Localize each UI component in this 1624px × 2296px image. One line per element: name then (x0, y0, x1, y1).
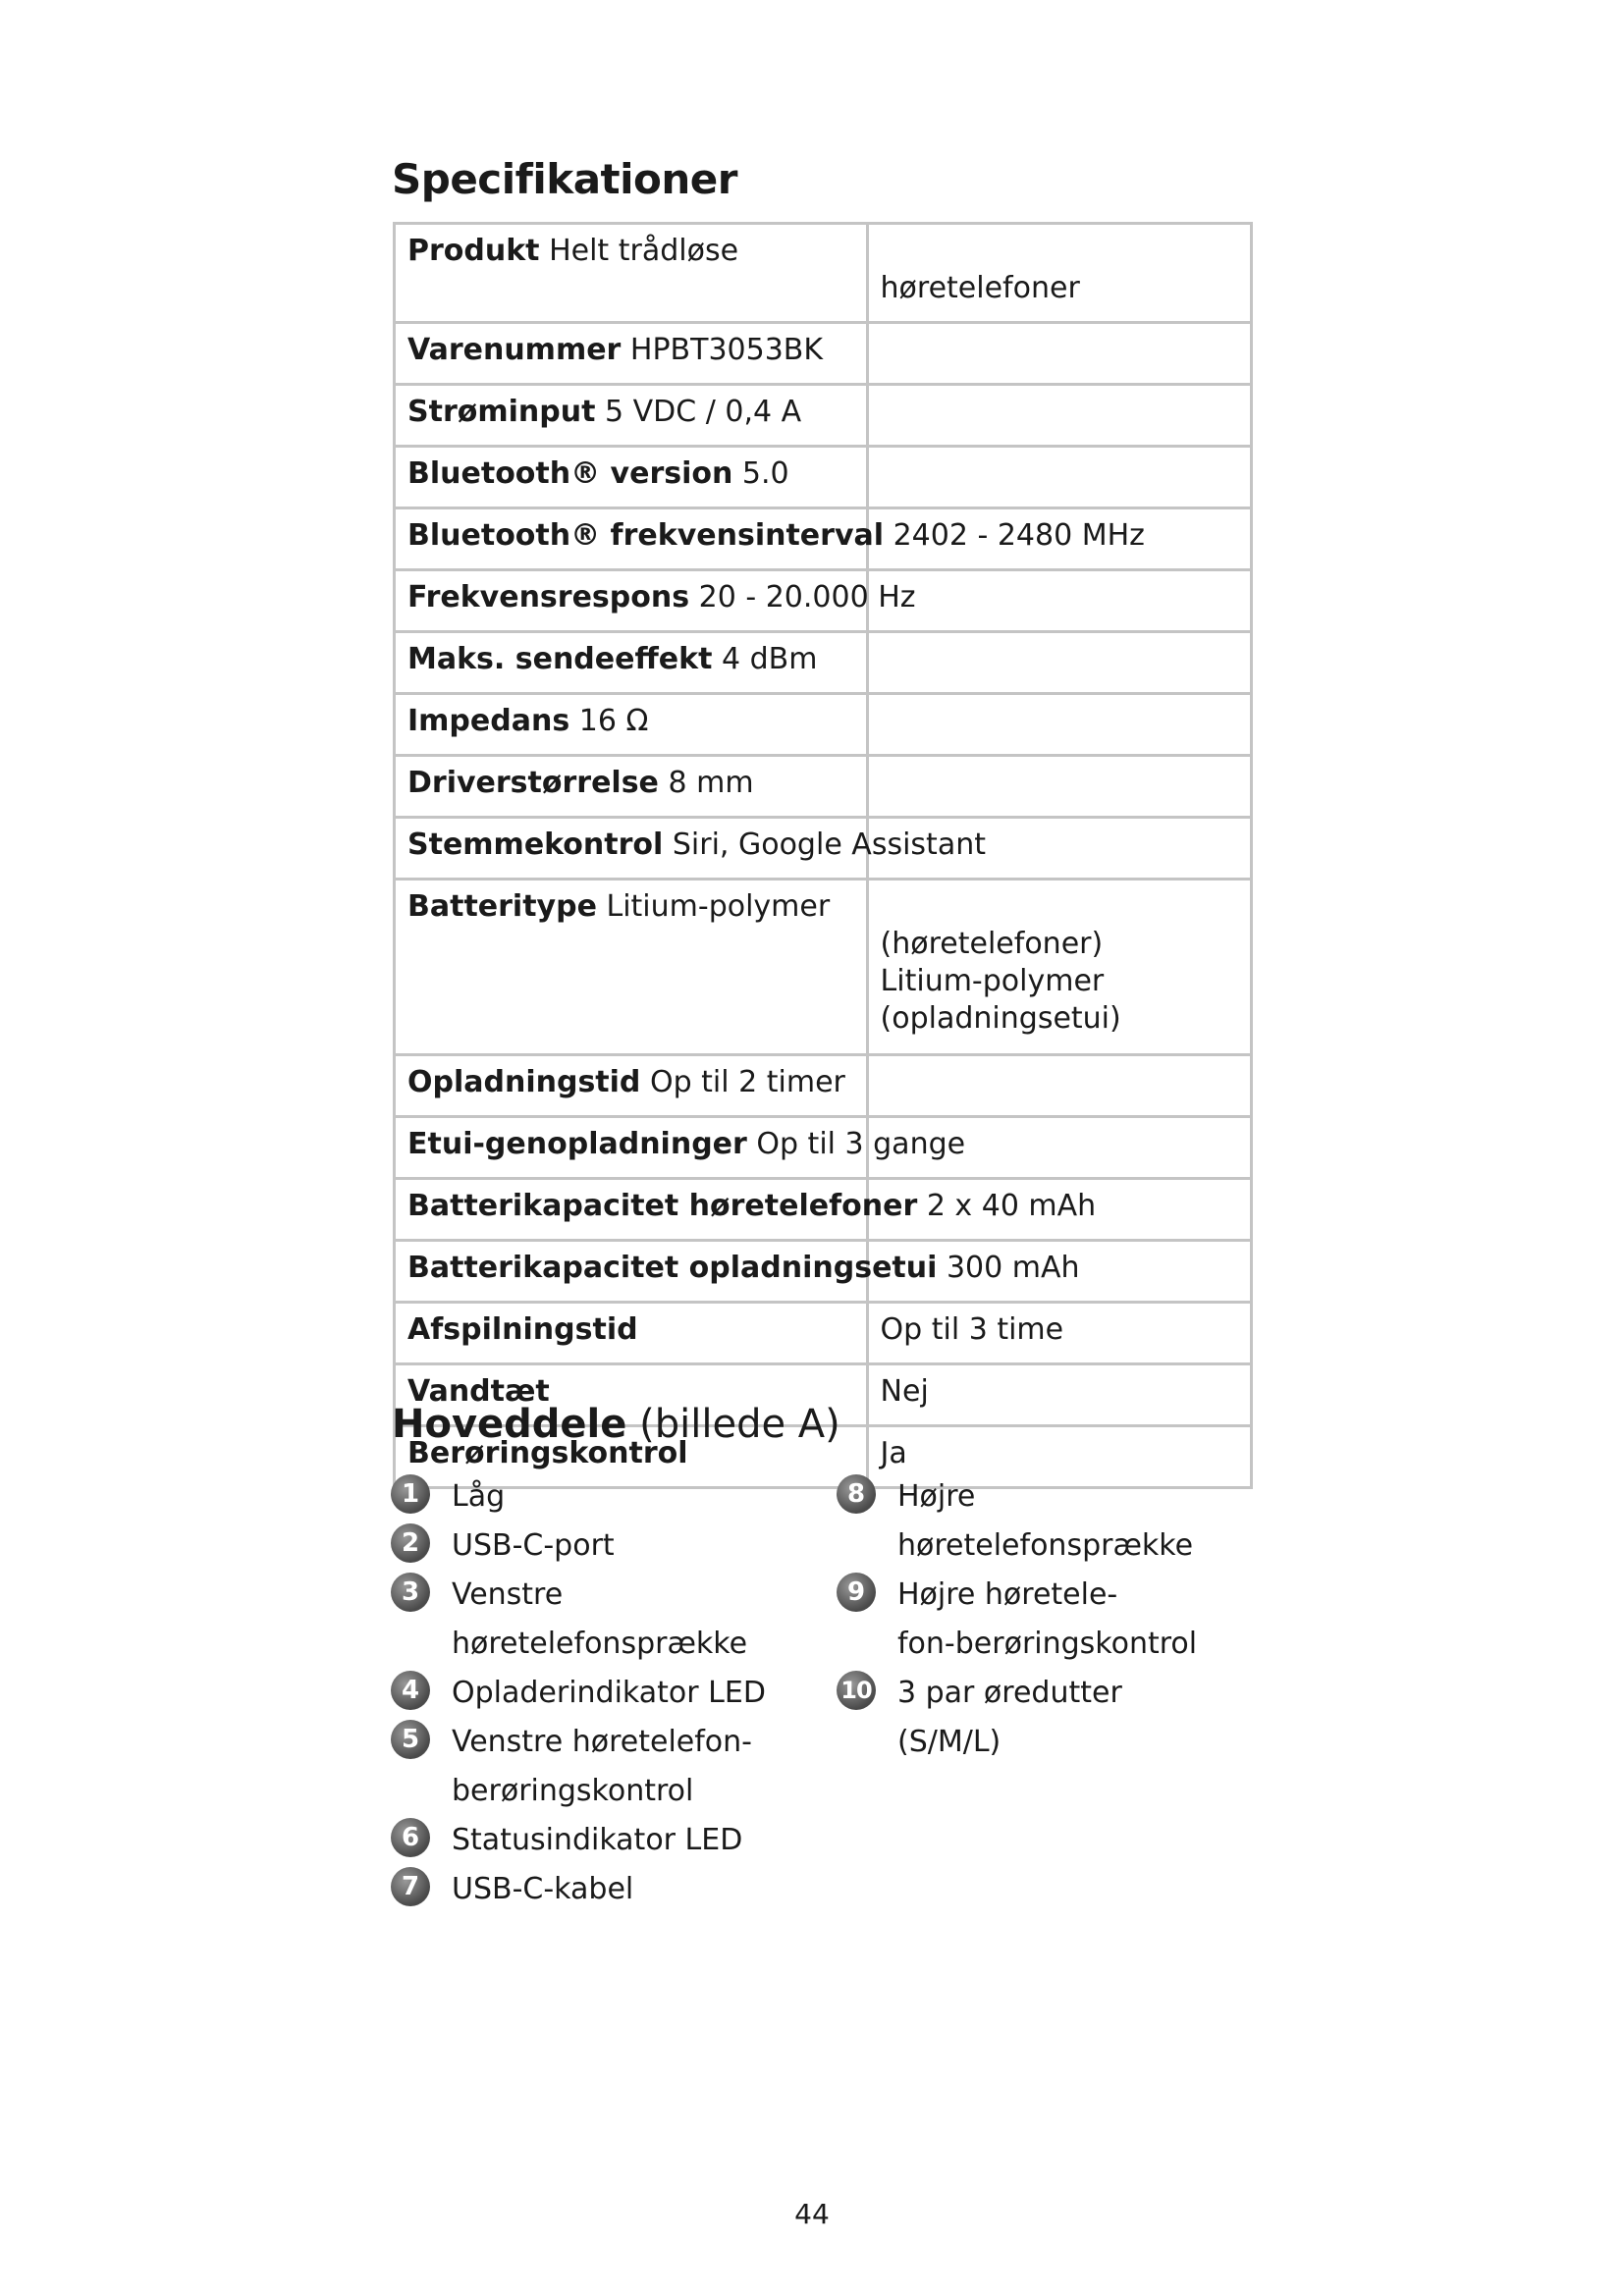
table-row (395, 385, 1252, 447)
spec-value: 20 - 20.000 Hz (698, 580, 916, 614)
spec-label: Batteritype (407, 889, 597, 924)
spec-cell-empty (867, 323, 1251, 385)
spec-label-cell (395, 1303, 868, 1364)
spec-cell (395, 1055, 868, 1117)
parts-list-right (837, 1472, 1249, 1767)
spec-cell (395, 632, 868, 694)
part-label: USB-C-port (452, 1528, 615, 1563)
parts-heading (392, 1402, 840, 1447)
spec-cell (395, 224, 868, 323)
spec-label: Bluetooth® frekvensinterval (407, 518, 885, 553)
spec-label: Afspilningstid (407, 1312, 638, 1347)
table-row (395, 1117, 1252, 1179)
spec-value: HPBT3053BK (629, 333, 824, 367)
spec-value: 5.0 (741, 456, 789, 491)
table-row (395, 1179, 1252, 1241)
spec-cell (395, 385, 868, 447)
spec-cell (395, 880, 868, 1055)
part-label: USB-C-kabel (452, 1872, 634, 1906)
part-label: Højre høretele- fon-berøringskontrol (897, 1577, 1198, 1661)
spec-cell-extra (867, 224, 1251, 323)
spec-cell (395, 508, 1145, 570)
spec-label: Stemmekontrol (407, 828, 664, 862)
spec-cell-empty (867, 632, 1251, 694)
spec-cell (395, 1179, 1097, 1241)
spec-cell (395, 1241, 1080, 1303)
table-row (395, 224, 1252, 323)
table-row (395, 508, 1252, 570)
spec-value: Op til 3 gange (756, 1127, 966, 1161)
list-item (837, 1571, 1249, 1669)
spec-value-continued: høretelefoner (880, 271, 1080, 305)
spec-value: 2 x 40 mAh (926, 1189, 1097, 1223)
spec-value: Helt trådløse (549, 234, 739, 268)
spec-label: Strøminput (407, 395, 596, 429)
parts-heading-bold: Hoveddele (392, 1402, 627, 1447)
spec-cell-empty (867, 447, 1251, 508)
spec-cell-empty (867, 385, 1251, 447)
page-number: 44 (794, 2198, 830, 2230)
table-row (395, 880, 1252, 1055)
table-row (395, 1055, 1252, 1117)
table-row (395, 632, 1252, 694)
number-badge-icon: 1 (391, 1474, 430, 1514)
spec-cell-empty (867, 694, 1251, 756)
spec-label: Vandtæt (407, 1374, 550, 1409)
table-row (395, 323, 1252, 385)
spec-label: Etui-genopladninger (407, 1127, 747, 1161)
spec-label: Bluetooth® version (407, 456, 733, 491)
spec-cell-empty (867, 570, 1251, 632)
table-row (395, 1303, 1252, 1364)
spec-value: 4 dBm (721, 642, 818, 676)
spec-label: Varenummer (407, 333, 622, 367)
number-badge-icon: 7 (391, 1867, 430, 1906)
spec-value-cell (867, 1364, 1251, 1426)
number-badge-icon: 10 (837, 1671, 876, 1710)
list-item (391, 1571, 803, 1669)
section-title: Specifikationer (392, 155, 737, 203)
spec-value: 5 VDC / 0,4 A (604, 395, 802, 429)
table-row (395, 570, 1252, 632)
list-item (391, 1718, 803, 1816)
list-item (837, 1472, 1249, 1571)
spec-label: Impedans (407, 704, 570, 738)
spec-label: Produkt (407, 234, 540, 268)
part-label: Låg (452, 1479, 506, 1514)
spec-value: Litium-polymer (606, 889, 831, 924)
number-badge-icon: 6 (391, 1818, 430, 1857)
list-item (391, 1669, 803, 1718)
part-label: Opladerindikator LED (452, 1676, 766, 1710)
spec-label: Frekvensrespons (407, 580, 690, 614)
spec-cell (395, 694, 868, 756)
spec-value: Ja (880, 1436, 907, 1470)
spec-value-continued: (høretelefoner) Litium-polymer (opladningsetui) (880, 927, 1121, 1036)
table-row (395, 1241, 1252, 1303)
parts-heading-rest: (billede A) (626, 1402, 840, 1447)
spec-cell-extra (867, 880, 1251, 1055)
specifications-table (393, 222, 1253, 1489)
spec-label: Batterikapacitet høretelefoner (407, 1189, 918, 1223)
spec-value: Siri, Google Assistant (672, 828, 986, 862)
spec-value: Op til 2 timer (649, 1065, 845, 1099)
spec-cell (395, 818, 986, 880)
part-label: Venstre høretelefonsprække (452, 1577, 748, 1661)
spec-cell (395, 570, 916, 632)
number-badge-icon: 4 (391, 1671, 430, 1710)
spec-label: Maks. sendeeffekt (407, 642, 713, 676)
spec-cell (395, 447, 868, 508)
spec-cell (395, 1117, 966, 1179)
table-row (395, 694, 1252, 756)
number-badge-icon: 5 (391, 1720, 430, 1759)
spec-cell (395, 756, 868, 818)
spec-label: Driverstørrelse (407, 766, 659, 800)
spec-label: Opladningstid (407, 1065, 641, 1099)
spec-value: 300 mAh (946, 1251, 1080, 1285)
spec-value: Op til 3 time (880, 1312, 1064, 1347)
table-row (395, 756, 1252, 818)
list-item (391, 1522, 803, 1571)
number-badge-icon: 8 (837, 1474, 876, 1514)
list-item (837, 1669, 1249, 1767)
number-badge-icon: 3 (391, 1573, 430, 1612)
spec-cell (395, 323, 868, 385)
list-item (391, 1865, 803, 1914)
spec-value: 2402 - 2480 MHz (893, 518, 1145, 553)
spec-label: Berøringskontrol (407, 1436, 688, 1470)
parts-list-left (391, 1472, 803, 1914)
number-badge-icon: 2 (391, 1523, 430, 1563)
part-label: Statusindikator LED (452, 1823, 743, 1857)
table-row (395, 447, 1252, 508)
spec-value: 16 Ω (578, 704, 649, 738)
spec-value-cell (867, 1303, 1251, 1364)
spec-cell-empty (867, 1055, 1251, 1117)
spec-label: Batterikapacitet opladningsetui (407, 1251, 938, 1285)
part-label: Venstre høretelefon- berøringskontrol (452, 1725, 752, 1808)
list-item (391, 1472, 803, 1522)
list-item (391, 1816, 803, 1865)
part-label: Højre høretelefonsprække (897, 1479, 1194, 1563)
spec-cell-empty (867, 756, 1251, 818)
spec-value: 8 mm (668, 766, 754, 800)
number-badge-icon: 9 (837, 1573, 876, 1612)
spec-value: Nej (880, 1374, 929, 1409)
part-label: 3 par øredutter (S/M/L) (897, 1676, 1122, 1759)
table-row (395, 818, 1252, 880)
